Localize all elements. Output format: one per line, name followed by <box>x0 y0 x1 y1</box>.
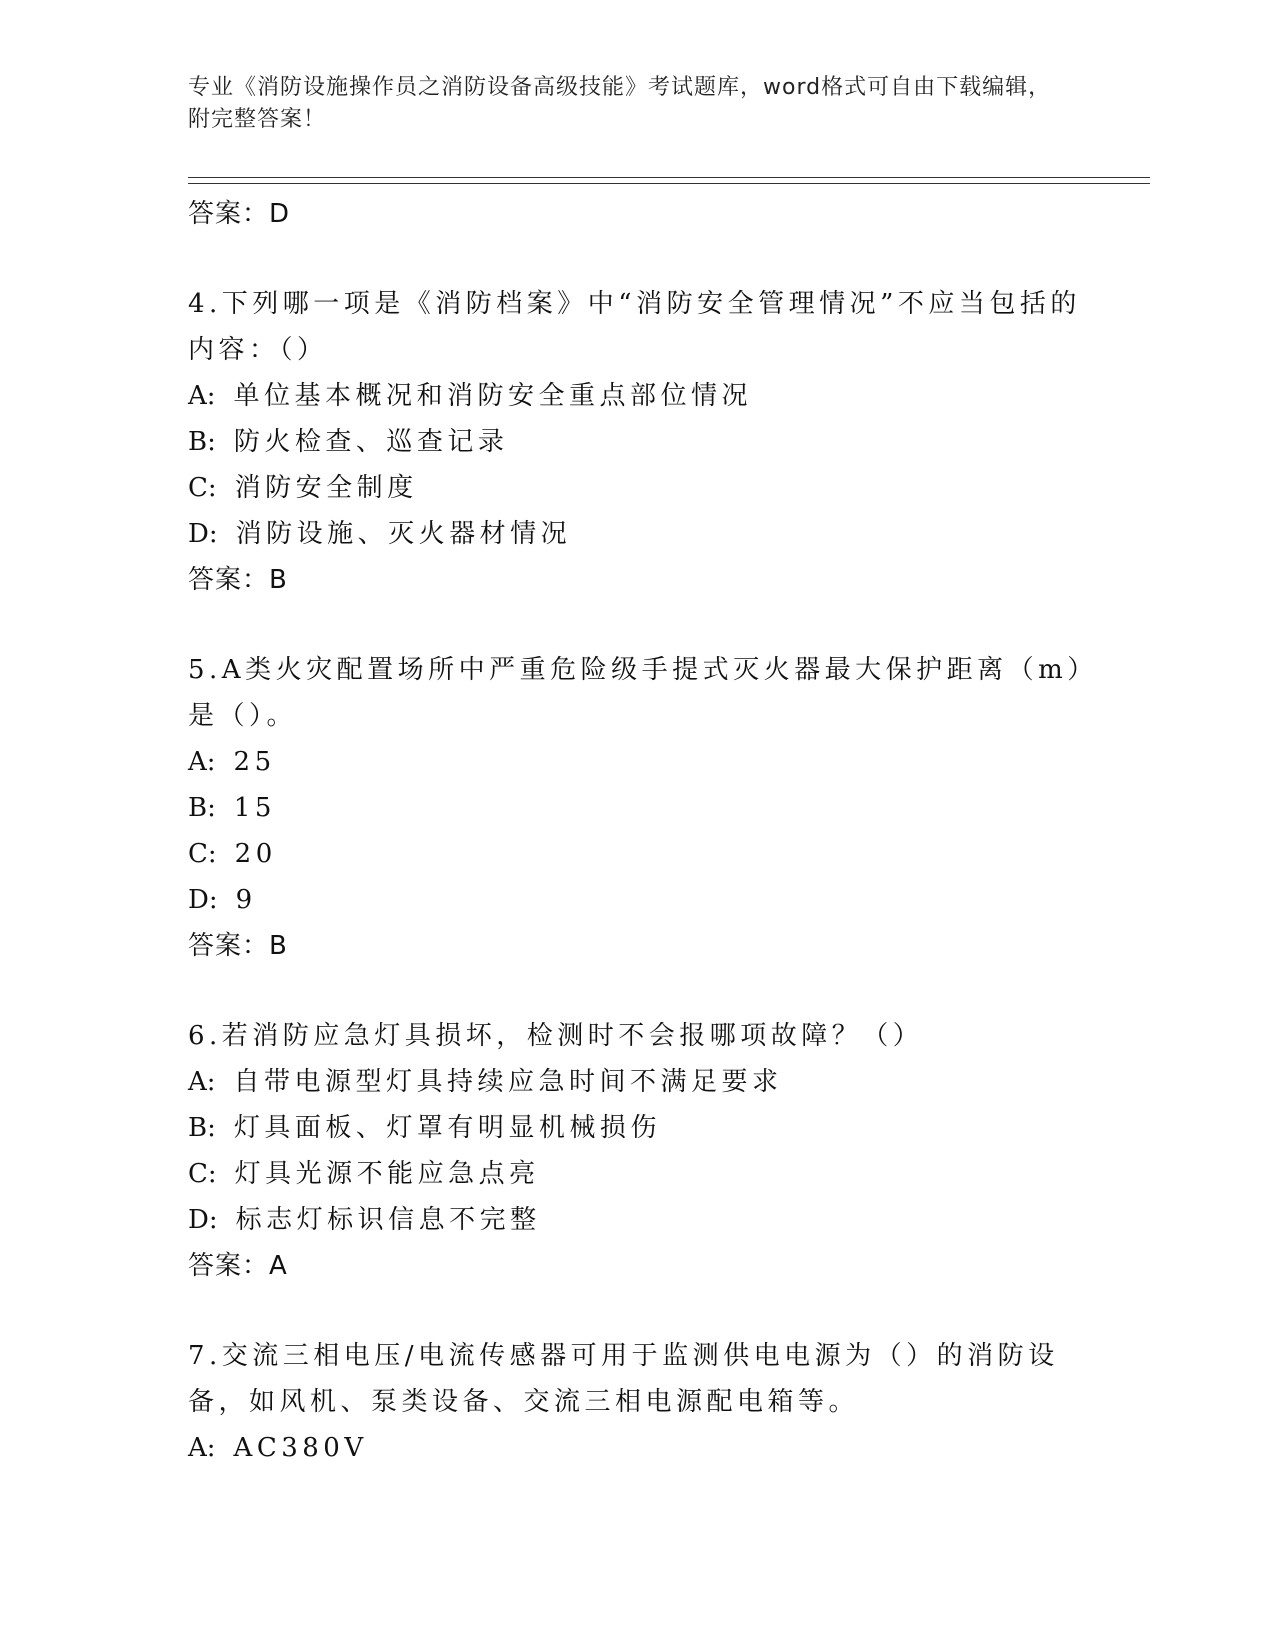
option-letter: A: <box>188 747 216 777</box>
question-block <box>188 281 1088 603</box>
option-letter: B: <box>188 1113 216 1143</box>
option-text: 25 <box>233 747 276 777</box>
option-letter: A: <box>188 381 216 411</box>
option-letter: C: <box>188 1159 217 1189</box>
question-list <box>188 191 1088 1471</box>
option-line <box>188 1197 1088 1243</box>
option-text: AC380V <box>233 1433 368 1463</box>
option-line <box>188 831 1088 877</box>
option-text: 灯具面板、灯罩有明显机械损伤 <box>233 1113 661 1143</box>
option-line <box>188 739 1088 785</box>
option-text: 标志灯标识信息不完整 <box>235 1205 541 1235</box>
option-line <box>188 465 1088 511</box>
option-letter: A: <box>188 1067 216 1097</box>
option-line <box>188 1425 1088 1471</box>
option-line <box>188 1105 1088 1151</box>
question-text: 4.下列哪一项是《消防档案》中“消防安全管理情况”不应当包括的内容：（） <box>188 289 1081 365</box>
option-text: 防火检查、巡查记录 <box>233 427 509 457</box>
option-text: 单位基本概况和消防安全重点部位情况 <box>233 381 753 411</box>
question-text: 5.A类火灾配置场所中严重危险级手提式灭火器最大保护距离（m）是（）。 <box>188 655 1085 731</box>
option-line <box>188 1059 1088 1105</box>
question-block <box>188 647 1088 969</box>
option-letter: D: <box>188 885 218 915</box>
option-letter: C: <box>188 839 217 869</box>
option-text: 自带电源型灯具持续应急时间不满足要求 <box>233 1067 783 1097</box>
option-text: 9 <box>235 885 257 915</box>
option-letter: B: <box>188 793 216 823</box>
option-letter: D: <box>188 1205 218 1235</box>
option-line <box>188 1151 1088 1197</box>
document-intro: 专业《消防设施操作员之消防设备高级技能》考试题库，word格式可自由下载编辑，附完整答案！ <box>188 75 1052 132</box>
option-text: 15 <box>233 793 276 823</box>
option-letter: B: <box>188 427 216 457</box>
option-line <box>188 373 1088 419</box>
question-text: 7.交流三相电压/电流传感器可用于监测供电电源为（）的消防设备，如风机、泵类设备、交流三相电源配电箱等。 <box>188 1341 1059 1417</box>
answer-line: 答案：B <box>188 931 288 961</box>
answer-line: 答案：B <box>188 565 288 595</box>
header-divider-top <box>188 177 1150 178</box>
answer-line: 答案：A <box>188 1251 288 1281</box>
answer-line: 答案：D <box>188 199 291 229</box>
question-block <box>188 1333 1088 1471</box>
option-text: 消防设施、灭火器材情况 <box>235 519 572 549</box>
option-line <box>188 419 1088 465</box>
option-text: 20 <box>234 839 277 869</box>
option-line <box>188 877 1088 923</box>
option-letter: C: <box>188 473 217 503</box>
question-block <box>188 1013 1088 1289</box>
question-text: 6.若消防应急灯具损坏，检测时不会报哪项故障？（） <box>188 1021 924 1051</box>
option-line <box>188 785 1088 831</box>
option-text: 消防安全制度 <box>234 473 418 503</box>
option-text: 灯具光源不能应急点亮 <box>234 1159 540 1189</box>
option-line <box>188 511 1088 557</box>
header-divider-bottom <box>188 183 1150 184</box>
option-letter: D: <box>188 519 218 549</box>
option-letter: A: <box>188 1433 216 1463</box>
